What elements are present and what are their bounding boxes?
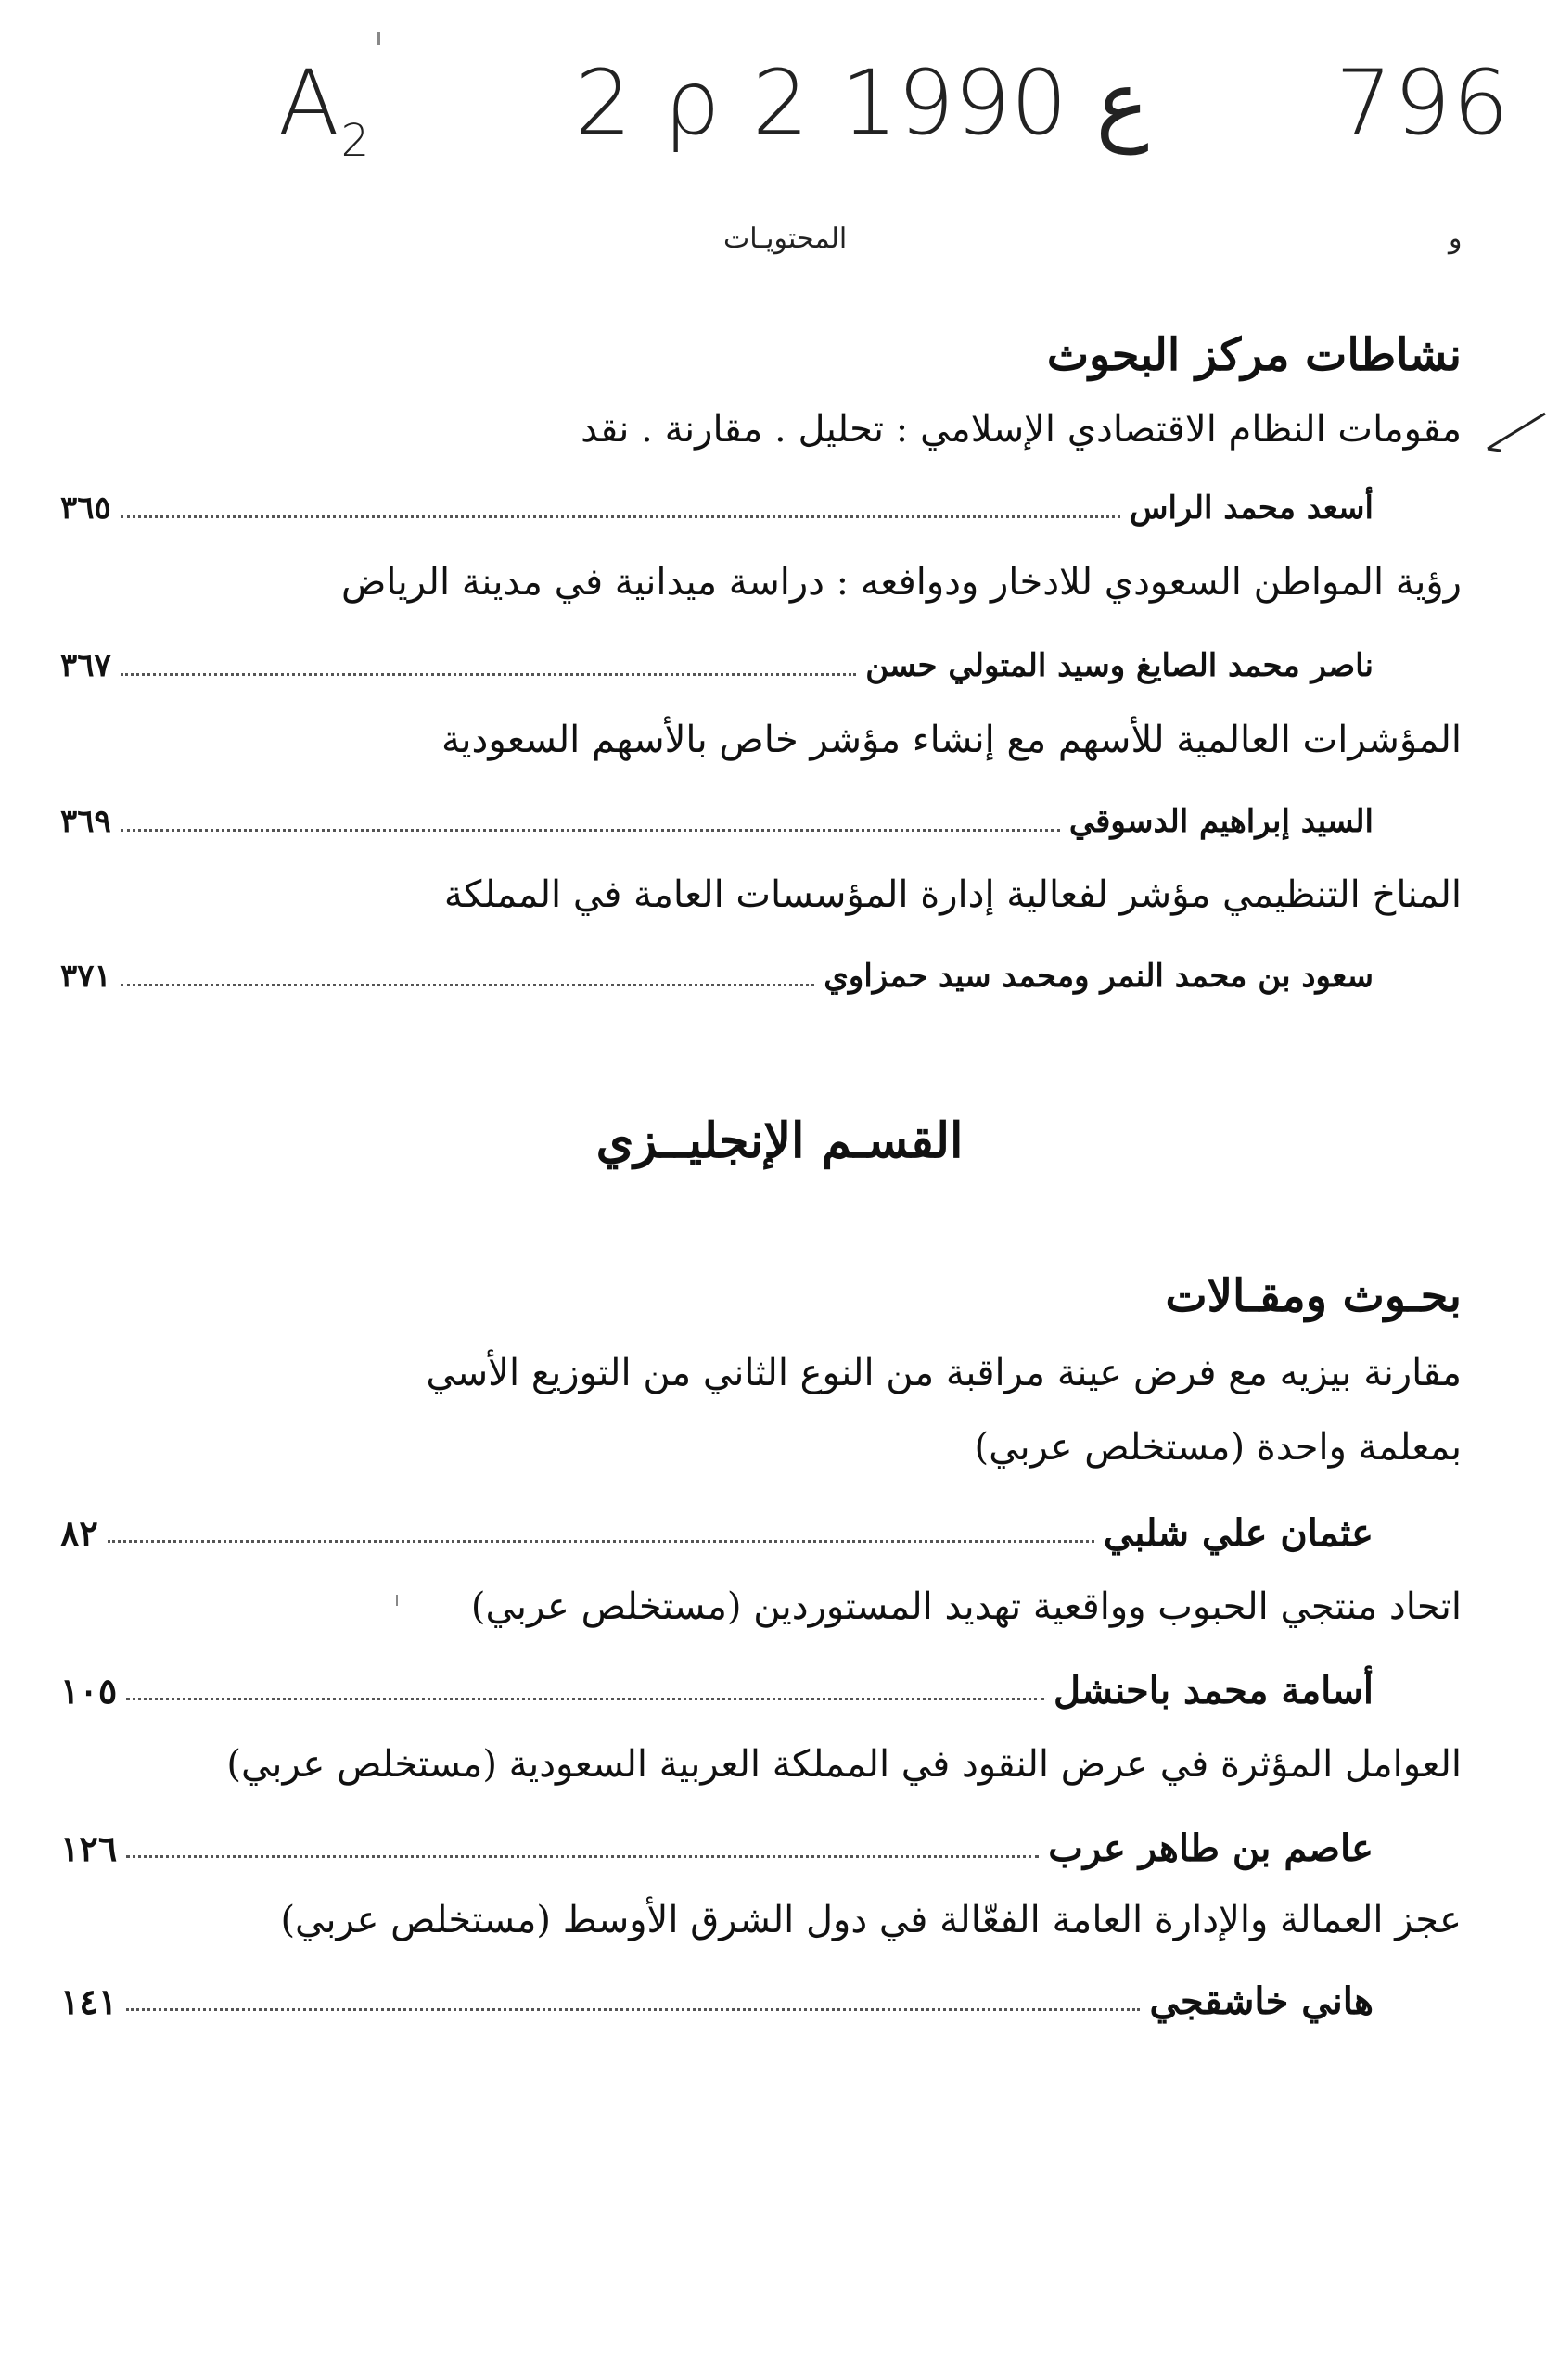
page-number: ٨٢ [60,1511,98,1554]
author-name: هاني خاشقجي [1149,1979,1374,2023]
author-name: ناصر محمد الصايغ وسيد المتولي حسن [865,647,1374,684]
page-number: ١٢٦ [60,1826,118,1869]
author-name: السيد إبراهيم الدسوقي [1068,803,1374,840]
handwritten-issue: 2 ρ 2 ع 1990 [575,51,1149,155]
page-number: ٣٧١ [60,958,111,995]
handwritten-ref-number: 796 [1335,51,1512,155]
entry-title: مقومات النظام الاقتصادي الإسلامي : تحليل . مقارنة . نقد [581,408,1462,451]
leader-dots [121,828,1060,832]
entry-title: المناخ التنظيمي مؤشر لفعالية إدارة المؤسسات العامة في المملكة [443,873,1462,916]
author-name: عاصم بن طاهر عرب [1048,1826,1374,1870]
leader-dots [121,672,856,676]
page-number: ٣٦٩ [60,803,111,840]
entry-title: اتحاد منتجي الحبوب وواقعية تهديد المستوردين (مستخلص عربي) [470,1585,1462,1628]
page-number: ١٤١ [60,1979,118,2022]
page-number: ١٠٥ [60,1669,118,1712]
entry-title: عجز العمالة والإدارة العامة الفعّالة في دول الشرق الأوسط (مستخلص عربي) [280,1899,1462,1941]
pen-mark-icon [1484,408,1549,454]
author-name: عثمان علي شلبي [1103,1510,1374,1555]
leader-dots [126,2007,1140,2011]
english-section-title: القسـم الإنجليــزي [595,1113,964,1169]
entry-title: رؤية المواطن السعودي للادخار ودوافعه : دراسة ميدانية في مدينة الرياض [341,561,1462,604]
section-heading-articles: بحـوث ومقـالات [1165,1270,1462,1322]
author-name: أسعد محمد الراس [1129,490,1374,527]
leader-dots [121,983,815,986]
leader-dots [126,1697,1044,1700]
entry-title-continued: بمعلمة واحدة (مستخلص عربي) [974,1426,1462,1469]
author-name: سعود بن محمد النمر ومحمد سيد حمزاوي [824,958,1374,995]
leader-dots [108,1539,1094,1543]
toc-entry [60,1507,1374,1559]
toc-entry [60,795,1374,847]
section-heading-research-activities: نشاطات مركز البحوث [1046,329,1462,381]
toc-entry [60,950,1374,1002]
toc-entry [60,1822,1374,1874]
leader-dots [126,1854,1039,1858]
toc-entry [60,640,1374,692]
page-letter: و [1449,223,1463,255]
leader-dots [121,515,1120,518]
page-number: ٣٦٧ [60,647,111,684]
scan-speck [377,32,380,45]
page-number: ٣٦٥ [60,490,111,527]
entry-title: العوامل المؤثرة في عرض النقود في المملكة العربية السعودية (مستخلص عربي) [226,1743,1462,1786]
toc-entry [60,1975,1374,2027]
running-title: المحتويـات [723,223,848,255]
toc-entry [60,1664,1374,1716]
entry-title: المؤشرات العالمية للأسهم مع إنشاء مؤشر خاص بالأسهم السعودية [441,719,1462,761]
scan-speck [396,1595,398,1606]
toc-entry [60,482,1374,534]
handwritten-code: $A_2$ [278,51,372,167]
author-name: أسامة محمد باحنشل [1054,1668,1374,1712]
entry-title: مقارنة بيزيه مع فرض عينة مراقبة من النوع الثاني من التوزيع الأسي [426,1352,1462,1394]
